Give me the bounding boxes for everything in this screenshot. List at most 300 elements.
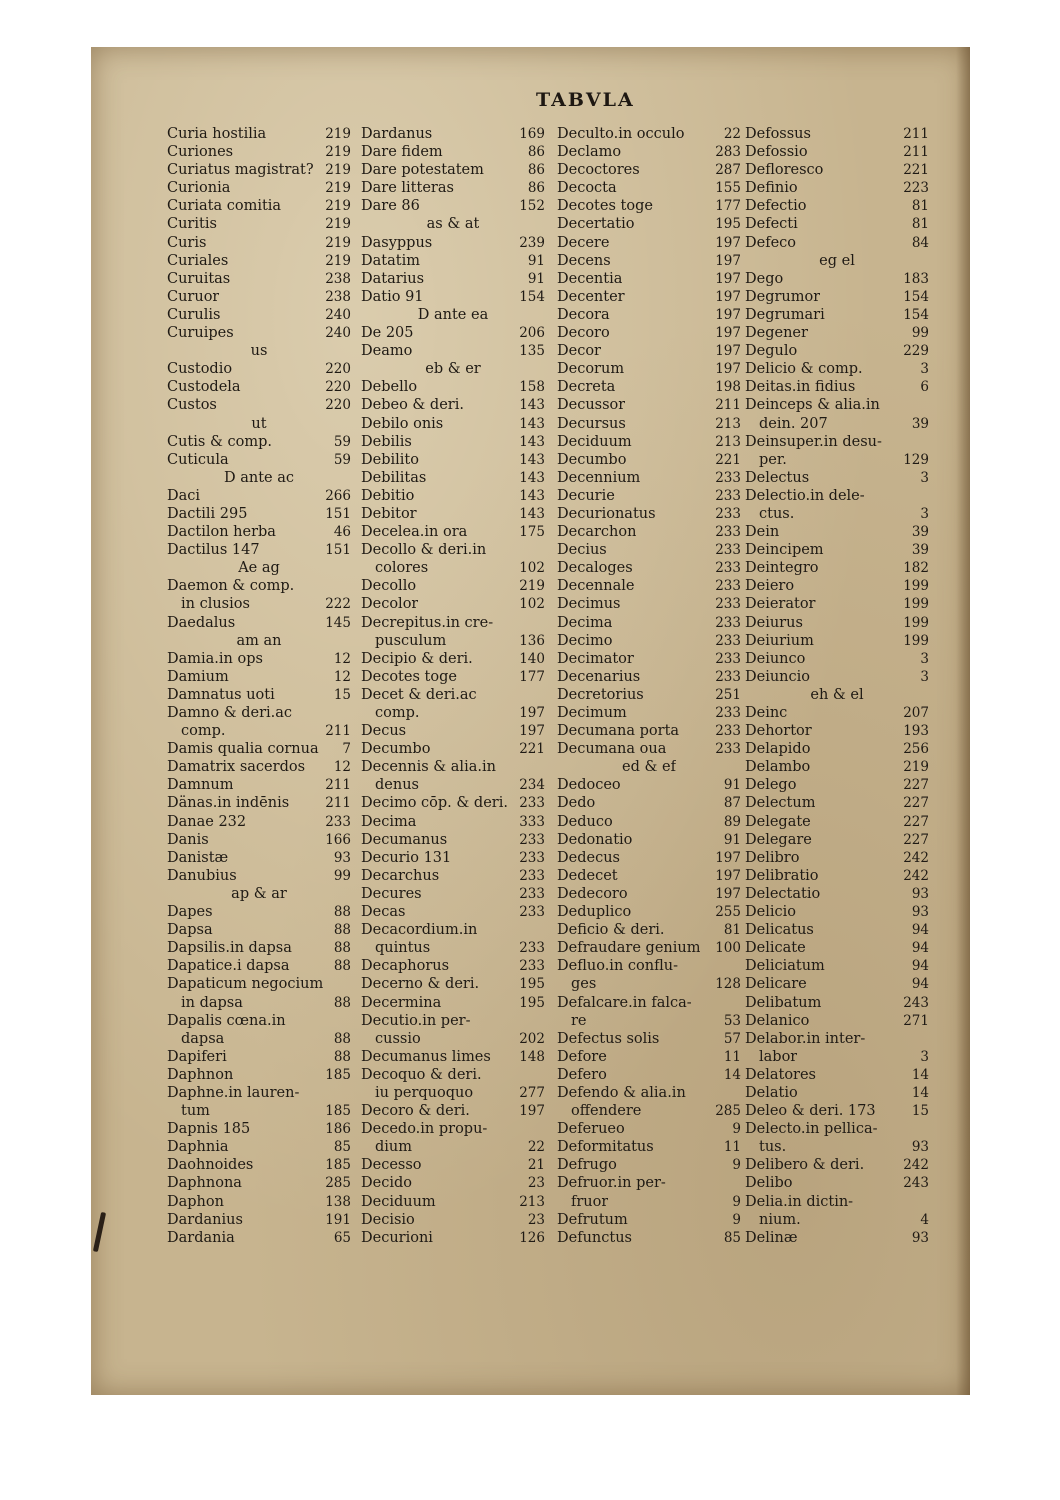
index-entry <box>167 1229 351 1247</box>
entry-page-number: 22 <box>527 1139 545 1156</box>
entry-term: Dapes <box>167 904 213 921</box>
entry-term: Dedecus <box>557 849 620 866</box>
entry-term: tus. <box>759 1139 787 1156</box>
entry-term: Curuitas <box>167 270 231 287</box>
entry-page-number: 227 <box>903 813 929 830</box>
entry-page-number: 93 <box>333 849 351 866</box>
entry-page-number: 14 <box>911 1084 929 1101</box>
entry-page-number: 183 <box>903 270 929 287</box>
index-entry <box>167 215 351 233</box>
index-entry <box>557 1048 741 1066</box>
index-entry <box>361 595 545 613</box>
entry-term: Delibatum <box>745 994 822 1011</box>
entry-page-number: 154 <box>519 288 545 305</box>
index-entry <box>361 342 545 360</box>
index-entry <box>167 1102 351 1120</box>
index-entry <box>167 324 351 342</box>
entry-term: Curia hostilia <box>167 126 267 142</box>
entry-page-number: 287 <box>715 162 741 179</box>
entry-page-number: 197 <box>715 252 741 269</box>
entry-page-number: 151 <box>325 542 351 559</box>
entry-term: Debilito <box>361 451 419 468</box>
index-entry <box>557 523 741 541</box>
entry-page-number: 197 <box>519 723 545 740</box>
index-entry <box>361 831 545 849</box>
entry-page-number: 91 <box>527 252 545 269</box>
index-entry <box>167 1012 351 1030</box>
index-entry <box>745 197 929 215</box>
entry-term: Dapatice.i dapsa <box>167 958 290 975</box>
entry-page-number: 3 <box>920 668 929 685</box>
section-heading <box>167 415 351 433</box>
entry-term: Decotes toge <box>361 668 457 685</box>
entry-page-number: 233 <box>715 705 741 721</box>
index-column-2 <box>361 125 545 1247</box>
entry-term: Damium <box>167 668 229 685</box>
index-entry <box>745 740 929 758</box>
entry-page-number: 195 <box>715 216 741 233</box>
entry-page-number: 220 <box>325 361 351 378</box>
index-entry <box>361 378 545 396</box>
index-entry <box>361 813 545 831</box>
entry-page-number: 197 <box>715 343 741 360</box>
index-entry <box>557 270 741 288</box>
page-title: TABVLA <box>536 89 635 111</box>
entry-page-number: 223 <box>903 180 929 197</box>
entry-page-number: 143 <box>519 451 545 468</box>
entry-term: Curiales <box>167 252 229 269</box>
index-entry <box>361 686 545 704</box>
entry-term: Ae ag <box>238 560 280 577</box>
entry-term: Delabor.in inter- <box>745 1030 866 1047</box>
index-entry <box>557 469 741 487</box>
entry-term: Decesso <box>361 1157 422 1174</box>
index-entry <box>361 179 545 197</box>
entry-page-number: 89 <box>723 813 741 830</box>
section-heading <box>167 559 351 577</box>
entry-page-number: 211 <box>325 723 351 740</box>
index-entry <box>361 125 545 143</box>
entry-term: Decimus <box>557 596 621 613</box>
entry-term: eh & el <box>810 686 864 703</box>
index-entry <box>745 125 929 143</box>
entry-term: Dardanius <box>167 1211 243 1228</box>
entry-page-number: 93 <box>911 1139 929 1156</box>
entry-term: eb & er <box>425 361 481 378</box>
index-entry <box>361 794 545 812</box>
entry-term: Decisio <box>361 1211 415 1228</box>
entry-term: Cutis & comp. <box>167 433 272 450</box>
entry-term: Defluo.in conflu- <box>557 958 678 975</box>
entry-page-number: 154 <box>903 288 929 305</box>
entry-term: Curuipes <box>167 325 234 342</box>
entry-term: Datio 91 <box>361 288 424 305</box>
entry-term: Decas <box>361 904 406 921</box>
entry-term: Delibro <box>745 849 800 866</box>
entry-term: Dehortor <box>745 723 812 740</box>
entry-page-number: 11 <box>723 1048 741 1065</box>
entry-term: Decimo cōp. & deri. <box>361 795 508 812</box>
entry-page-number: 233 <box>519 958 545 975</box>
entry-page-number: 191 <box>325 1211 351 1228</box>
entry-page-number: 220 <box>325 379 351 396</box>
entry-page-number: 219 <box>903 759 929 776</box>
entry-term: Danis <box>167 831 209 848</box>
index-entry <box>167 451 351 469</box>
index-entry <box>361 143 545 161</box>
index-entry <box>361 614 545 632</box>
index-entry <box>745 415 929 433</box>
entry-term: labor <box>759 1048 798 1065</box>
index-entry <box>167 903 351 921</box>
index-entry <box>361 939 545 957</box>
entry-term: Decima <box>361 813 417 830</box>
entry-page-number: 213 <box>715 415 741 432</box>
index-entry <box>167 813 351 831</box>
index-entry <box>745 722 929 740</box>
entry-page-number: 9 <box>732 1121 741 1138</box>
index-entry <box>745 179 929 197</box>
entry-term: Deficio & deri. <box>557 922 665 939</box>
entry-term: Curulis <box>167 306 221 323</box>
index-entry <box>745 143 929 161</box>
entry-page-number: 197 <box>715 325 741 342</box>
entry-term: Defero <box>557 1066 607 1083</box>
entry-term: Delectum <box>745 795 816 812</box>
entry-page-number: 91 <box>723 831 741 848</box>
index-entry <box>361 523 545 541</box>
entry-term: Debitor <box>361 505 417 522</box>
entry-term: Defraudare genium <box>557 940 701 957</box>
index-entry <box>745 975 929 993</box>
index-entry <box>361 324 545 342</box>
entry-term: Decaphorus <box>361 958 450 975</box>
index-entry <box>745 776 929 794</box>
index-entry <box>557 234 741 252</box>
entry-page-number: 195 <box>519 976 545 993</box>
entry-term: Delicate <box>745 940 806 957</box>
section-heading <box>361 215 545 233</box>
index-entry <box>557 1030 741 1048</box>
entry-term: Delicatus <box>745 922 814 939</box>
index-entry <box>745 668 929 686</box>
index-entry <box>167 505 351 523</box>
entry-term: Declamo <box>557 144 622 161</box>
entry-page-number: 185 <box>325 1157 351 1174</box>
entry-page-number: 4 <box>920 1211 929 1228</box>
entry-page-number: 84 <box>911 234 929 251</box>
entry-term: Decertatio <box>557 216 635 233</box>
index-entry <box>167 831 351 849</box>
entry-term: am an <box>236 632 282 649</box>
entry-term: Dardanus <box>361 126 433 142</box>
entry-page-number: 94 <box>911 922 929 939</box>
entry-page-number: 39 <box>911 524 929 541</box>
index-entry <box>745 505 929 523</box>
index-entry <box>167 378 351 396</box>
entry-term: Decumbo <box>361 741 431 758</box>
entry-term: Delicio & comp. <box>745 361 863 378</box>
entry-term: Decoquo & deri. <box>361 1066 482 1083</box>
entry-term: Delambo <box>745 759 811 776</box>
index-entry <box>361 921 545 939</box>
index-entry <box>745 957 929 975</box>
entry-term: Debello <box>361 379 418 396</box>
entry-term: Decens <box>557 252 611 269</box>
entry-page-number: 233 <box>519 885 545 902</box>
index-entry <box>361 559 545 577</box>
entry-term: Dedo <box>557 795 596 812</box>
entry-term: Debeo & deri. <box>361 397 464 414</box>
entry-term: tum <box>181 1103 210 1120</box>
index-entry <box>361 1066 545 1084</box>
entry-page-number: 285 <box>325 1175 351 1192</box>
index-entry <box>745 1211 929 1229</box>
entry-page-number: 243 <box>903 994 929 1011</box>
index-entry <box>361 433 545 451</box>
index-entry <box>167 650 351 668</box>
entry-term: Delego <box>745 777 797 794</box>
entry-page-number: 233 <box>325 813 351 830</box>
entry-page-number: 211 <box>715 397 741 414</box>
entry-term: Decrepitus.in cre- <box>361 614 494 631</box>
entry-term: Decet & deri.ac <box>361 686 477 703</box>
index-entry <box>361 252 545 270</box>
entry-page-number: 233 <box>715 596 741 613</box>
entry-page-number: 206 <box>519 325 545 342</box>
index-entry <box>361 270 545 288</box>
entry-page-number: 46 <box>333 524 351 541</box>
index-entry <box>167 1066 351 1084</box>
entry-page-number: 88 <box>333 1048 351 1065</box>
index-entry <box>361 1084 545 1102</box>
index-entry <box>557 1066 741 1084</box>
index-entry <box>361 234 545 252</box>
index-entry <box>745 1048 929 1066</box>
entry-page-number: 102 <box>519 596 545 613</box>
entry-term: ctus. <box>759 505 795 522</box>
entry-term: Degulo <box>745 343 798 360</box>
index-entry <box>361 415 545 433</box>
entry-term: Decumanus <box>361 831 448 848</box>
index-entry <box>361 1030 545 1048</box>
entry-term: Defectio <box>745 198 807 215</box>
entry-page-number: 6 <box>920 379 929 396</box>
index-entry <box>745 1084 929 1102</box>
index-entry <box>167 541 351 559</box>
entry-term: Dare 86 <box>361 198 420 215</box>
entry-page-number: 88 <box>333 994 351 1011</box>
scanned-page <box>91 47 970 1395</box>
entry-term: Deinsuper.in desu- <box>745 433 882 450</box>
index-entry <box>557 686 741 704</box>
index-entry <box>361 1156 545 1174</box>
entry-term: Debilis <box>361 433 412 450</box>
index-entry <box>167 1030 351 1048</box>
entry-page-number: 129 <box>903 451 929 468</box>
entry-page-number: 12 <box>333 759 351 776</box>
entry-term: Decipio & deri. <box>361 650 473 667</box>
index-entry <box>361 903 545 921</box>
entry-term: Deierator <box>745 596 816 613</box>
entry-term: Delegare <box>745 831 812 848</box>
entry-term: Deitas.in fidius <box>745 379 856 396</box>
index-entry <box>167 668 351 686</box>
entry-term: Deiunco <box>745 650 806 667</box>
entry-page-number: 14 <box>723 1066 741 1083</box>
entry-page-number: 233 <box>715 560 741 577</box>
entry-term: in clusios <box>181 596 250 613</box>
index-entry <box>745 234 929 252</box>
index-entry <box>557 1084 741 1102</box>
entry-term: per. <box>759 451 787 468</box>
index-entry <box>745 523 929 541</box>
entry-page-number: 211 <box>325 795 351 812</box>
index-entry <box>361 469 545 487</box>
entry-term: Decimum <box>557 705 627 721</box>
index-entry <box>361 1120 545 1138</box>
entry-page-number: 199 <box>903 614 929 631</box>
entry-page-number: 229 <box>903 343 929 360</box>
index-entry <box>167 849 351 867</box>
entry-term: Daphnona <box>167 1175 242 1192</box>
index-entry <box>745 396 929 414</box>
entry-term: Decumanus limes <box>361 1048 491 1065</box>
entry-term: Daphne.in lauren- <box>167 1084 300 1101</box>
entry-term: Debitio <box>361 487 415 504</box>
section-heading <box>167 469 351 487</box>
index-entry <box>557 885 741 903</box>
entry-term: Decoro & deri. <box>361 1103 470 1120</box>
index-entry <box>745 1120 929 1138</box>
entry-term: Defrugo <box>557 1157 617 1174</box>
index-entry <box>557 215 741 233</box>
entry-term: Degener <box>745 325 808 342</box>
entry-page-number: 155 <box>715 180 741 197</box>
index-entry <box>557 1138 741 1156</box>
entry-term: Decocta <box>557 180 617 197</box>
index-entry <box>361 722 545 740</box>
index-entry <box>557 577 741 595</box>
index-entry <box>745 306 929 324</box>
entry-term: Curiatus magistrat? <box>167 162 314 179</box>
entry-page-number: 251 <box>715 686 741 703</box>
entry-page-number: 177 <box>715 198 741 215</box>
entry-term: Decido <box>361 1175 412 1192</box>
index-entry <box>167 125 351 143</box>
entry-page-number: 233 <box>715 668 741 685</box>
entry-term: Decere <box>557 234 610 251</box>
entry-page-number: 81 <box>911 198 929 215</box>
entry-term: Dare fidem <box>361 144 443 161</box>
entry-page-number: 233 <box>519 795 545 812</box>
entry-page-number: 243 <box>903 1175 929 1192</box>
index-entry <box>745 614 929 632</box>
entry-term: as & at <box>426 216 480 233</box>
entry-page-number: 81 <box>911 216 929 233</box>
entry-page-number: 219 <box>325 234 351 251</box>
entry-page-number: 126 <box>519 1229 545 1246</box>
entry-term: Decutio.in per- <box>361 1012 471 1029</box>
entry-page-number: 94 <box>911 976 929 993</box>
entry-term: Datatim <box>361 252 420 269</box>
index-entry <box>557 939 741 957</box>
entry-page-number: 211 <box>903 126 929 142</box>
entry-term: Delapido <box>745 741 811 758</box>
entry-page-number: 39 <box>911 542 929 559</box>
entry-page-number: 233 <box>715 505 741 522</box>
entry-term: Dedecet <box>557 867 618 884</box>
entry-term: Deiero <box>745 578 795 595</box>
index-entry <box>167 758 351 776</box>
entry-page-number: 220 <box>325 397 351 414</box>
index-entry <box>167 433 351 451</box>
entry-term: Decussor <box>557 397 626 414</box>
entry-term: Curuor <box>167 288 220 305</box>
entry-page-number: 255 <box>715 904 741 921</box>
index-entry <box>167 252 351 270</box>
index-entry <box>167 1174 351 1192</box>
entry-term: Decurio 131 <box>361 849 452 866</box>
entry-term: Decius <box>557 542 607 559</box>
entry-term: Curis <box>167 234 207 251</box>
entry-page-number: 85 <box>723 1229 741 1246</box>
entry-page-number: 175 <box>519 524 545 541</box>
entry-term: Damatrix sacerdos <box>167 759 306 776</box>
index-entry <box>745 867 929 885</box>
entry-term: Decennale <box>557 578 635 595</box>
entry-page-number: 333 <box>519 813 545 830</box>
index-entry <box>745 324 929 342</box>
entry-term: Delia.in dictin- <box>745 1193 854 1210</box>
index-entry <box>167 577 351 595</box>
index-entry <box>167 740 351 758</box>
entry-page-number: 59 <box>333 433 351 450</box>
section-heading <box>167 632 351 650</box>
index-entry <box>745 650 929 668</box>
index-entry <box>557 1156 741 1174</box>
entry-term: Degrumor <box>745 288 821 305</box>
entry-term: Defore <box>557 1048 607 1065</box>
index-entry <box>557 650 741 668</box>
index-entry <box>557 813 741 831</box>
entry-page-number: 86 <box>527 180 545 197</box>
section-heading <box>745 686 929 704</box>
index-entry <box>167 1048 351 1066</box>
entry-term: Decimator <box>557 650 634 667</box>
entry-term: Decentia <box>557 270 623 287</box>
index-entry <box>361 994 545 1012</box>
entry-term: Decimo <box>557 632 613 649</box>
entry-page-number: 152 <box>519 198 545 215</box>
index-entry <box>557 288 741 306</box>
entry-page-number: 233 <box>715 741 741 758</box>
index-entry <box>361 505 545 523</box>
entry-page-number: 151 <box>325 505 351 522</box>
index-entry <box>167 1156 351 1174</box>
index-entry <box>167 686 351 704</box>
entry-page-number: 85 <box>333 1139 351 1156</box>
entry-page-number: 197 <box>715 306 741 323</box>
entry-term: Debilo onis <box>361 415 444 432</box>
entry-term: Datarius <box>361 270 425 287</box>
entry-page-number: 182 <box>903 560 929 577</box>
entry-page-number: 9 <box>732 1157 741 1174</box>
entry-term: Deamo <box>361 343 413 360</box>
index-entry <box>557 1012 741 1030</box>
index-entry <box>557 252 741 270</box>
entry-page-number: 197 <box>715 288 741 305</box>
